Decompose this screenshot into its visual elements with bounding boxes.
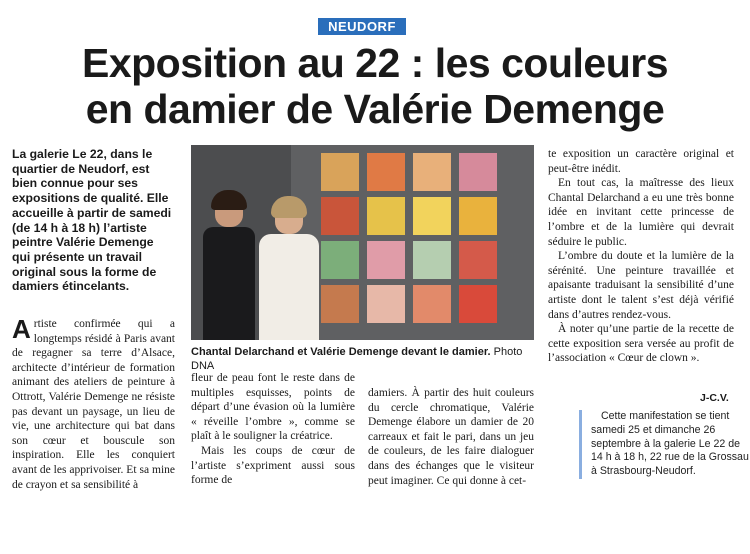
body-column-4-p4: À noter qu’une partie de la recette de cette exposition sera versée au profit de l’association « Cœur de clown ». [548,323,734,365]
body-column-2-p2: Mais les coups de cœur de l’artiste s’expriment aussi sous forme de [191,444,355,487]
caption-text: Chantal Delarchand et Valérie Demenge devant le damier. [191,346,491,358]
body-column-4-p3: L’ombre du doute et la lumière de la sérénité. Une peinture travaillée et apaisante traduisant la sensibilité d’une artiste dont le talent s’est déjà vérifié dans d’autres rendez-vous. [548,250,734,321]
body-column-1-text: rtiste confirmée qui a longtemps résidé à Paris avant de regagner sa terre d’Alsace, architecte d’intérieur de formation animant des ateliers de peinture à Ottrott, Valérie Demenge ne résiste pas devant un paysage, un lieu de vie, une architecture qui bat dans son cœur et bouscule son inspiration. Elle les conquiert avant de les apprivoiser. Et sa mine de crayon et sa sensibilité à [12,318,175,491]
photo-caption [191,345,534,373]
body-column-2-p1: fleur de peau font le reste dans de multiples esquisses, points de départ d’une évasion où la lumière « réveille l’ombre », comme se plaît à le souligner la créatrice. [191,372,355,443]
body-column-4 [548,147,734,366]
headline-line-2: en damier de Valérie Demenge [85,86,665,132]
headline-line-1: Exposition au 22 : les couleurs [81,40,668,86]
author-signature: J-C.V. [700,392,729,404]
headline [0,40,750,132]
body-column-4-p2: En tout cas, la maîtresse des lieux Chantal Delarchand a eu une très bonne idée en invitant cette princesse de l’ombre et de la lumière qui devrait séduire le public. [548,177,734,248]
person-chantal [199,193,259,340]
lead-paragraph: La galerie Le 22, dans le quartier de Neudorf, est bien connue pour ses expositions de qualité. Elle accueille à partir de samedi (de 14 h à 18 h) l’artiste peintre Valérie Demenge qui présente un travail original sous la forme de damiers étincelants. [12,147,172,294]
body-column-2 [191,371,355,488]
body-column-3 [368,386,534,488]
info-box-text: Cette manifestation se tient samedi 25 et dimanche 26 septembre à la galerie Le 22 de 14 h à 18 h, 22 rue de la Grossau à Strasbourg-Neudorf. [591,410,749,478]
section-kicker: NEUDORF [318,18,406,35]
body-column-4-p1: te exposition un caractère original et peut-être inédit. [548,148,734,175]
info-box [579,410,750,479]
person-valerie [253,200,325,340]
body-column-3-text: damiers. À partir des huit couleurs du cercle chromatique, Valérie Demenge élabore un damier de 20 carreaux et fait le pari, dans un jeu de couleurs, de les faire dialoguer dans des échanges que le visiteur peut imaginer. Ce qui donne à cet- [368,387,534,487]
article-photo [191,145,534,340]
body-column-1 [12,314,175,492]
drop-cap: A [12,314,31,344]
photo-credit: Photo DNA [191,346,523,372]
